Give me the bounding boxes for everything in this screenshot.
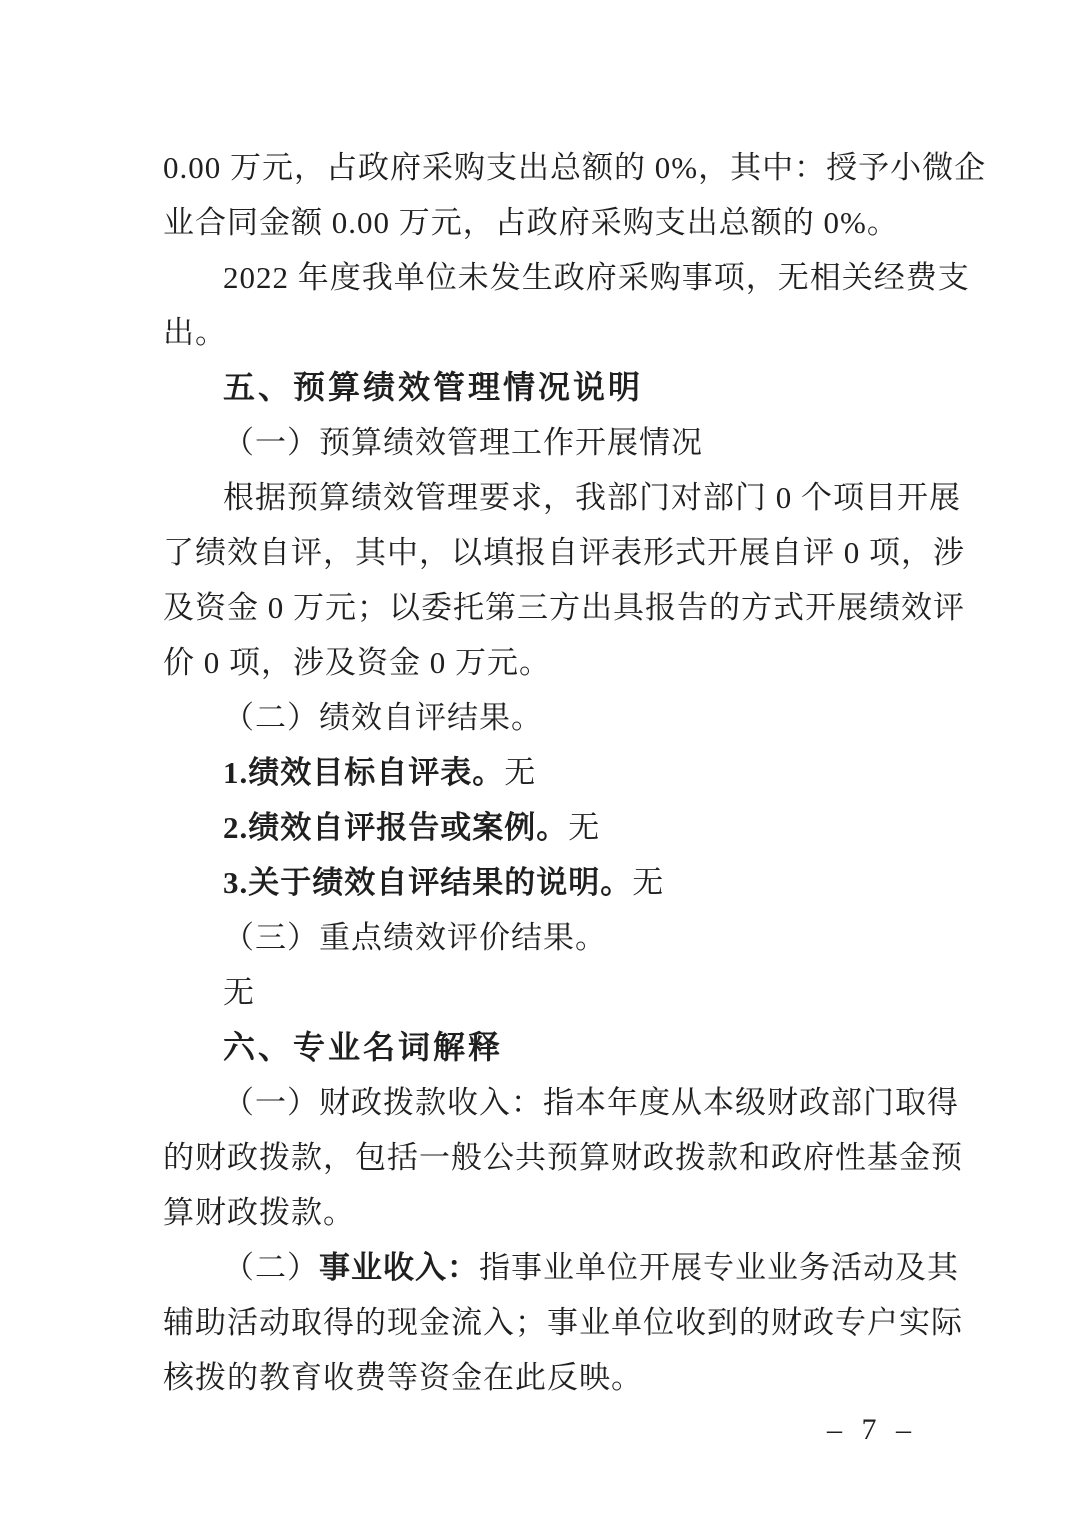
term-business-income: [163, 1295, 963, 1350]
heading-section-6: [163, 1020, 913, 1075]
item-selfeval-report: [163, 800, 913, 855]
para-procurement-total-cont: [163, 140, 987, 195]
para-procurement-total-cont: [163, 195, 913, 250]
text-segment: 核拨的教育收费等资金在此反映。: [163, 1360, 643, 1395]
page-number: – 7 –: [827, 1413, 917, 1446]
text-segment: 事业收入：: [319, 1250, 479, 1285]
term-fiscal-appropriation: [163, 1185, 913, 1240]
text-segment: 0.00 万元，占政府采购支出总额的 0%，其中：授予小微企: [163, 150, 987, 185]
text-segment: （二）绩效自评结果。: [223, 700, 543, 735]
text-segment: （二）: [223, 1250, 319, 1285]
term-fiscal-appropriation: [163, 1075, 959, 1130]
text-segment: 五、预算绩效管理情况说明: [223, 369, 644, 405]
text-segment: 2022 年度我单位未发生政府采购事项，无相关经费支: [223, 260, 970, 295]
text-segment: 1.绩效目标自评表。: [223, 755, 505, 790]
text-segment: 2.绩效自评报告或案例。: [223, 810, 569, 845]
text-segment: 六、专业名词解释: [223, 1029, 504, 1065]
term-fiscal-appropriation: [163, 1130, 963, 1185]
para-performance-selfeval: [163, 525, 965, 580]
subheading-5-2: [163, 690, 913, 745]
text-segment: 辅助活动取得的现金流入；事业单位收到的财政专户实际: [163, 1305, 963, 1340]
item-selfeval-note: [163, 855, 913, 910]
text-segment: 了绩效自评，其中，以填报自评表形式开展自评 0 项，涉: [163, 535, 965, 570]
text-segment: （一）财政拨款收入：指本年度从本级财政部门取得: [223, 1085, 959, 1120]
subheading-5-3: [163, 910, 913, 965]
text-segment: 及资金 0 万元；以委托第三方出具报告的方式开展绩效评: [163, 590, 965, 625]
text-segment: 无: [568, 810, 601, 845]
text-segment: 3.关于绩效自评结果的说明。: [223, 865, 633, 900]
text-segment: 价 0 项，涉及资金 0 万元。: [163, 645, 551, 680]
text-segment: 业合同金额 0.00 万元，占政府采购支出总额的 0%。: [163, 205, 899, 240]
para-procurement-none: [163, 250, 970, 305]
text-segment: 无: [632, 865, 665, 900]
item-selfeval-table: [163, 745, 913, 800]
para-performance-selfeval: [163, 470, 961, 525]
text-segment: 根据预算绩效管理要求，我部门对部门 0 个项目开展: [223, 480, 961, 515]
term-business-income: [163, 1350, 913, 1405]
para-performance-selfeval: [163, 580, 965, 635]
heading-section-5: [163, 360, 913, 415]
text-segment: 无: [504, 755, 537, 790]
document-content: [163, 140, 987, 1405]
text-segment: 无: [223, 975, 255, 1010]
text-segment: 的财政拨款，包括一般公共预算财政拨款和政府性基金预: [163, 1140, 963, 1175]
subheading-5-1: [163, 415, 913, 470]
para-performance-selfeval: [163, 635, 913, 690]
para-procurement-none: [163, 305, 913, 360]
text-segment: 算财政拨款。: [163, 1195, 355, 1230]
text-segment: 指事业单位开展专业业务活动及其: [479, 1250, 959, 1285]
para-none: [163, 965, 913, 1020]
text-segment: （三）重点绩效评价结果。: [223, 920, 607, 955]
term-business-income: [163, 1240, 959, 1295]
text-segment: （一）预算绩效管理工作开展情况: [223, 425, 703, 460]
text-segment: 出。: [163, 315, 227, 350]
